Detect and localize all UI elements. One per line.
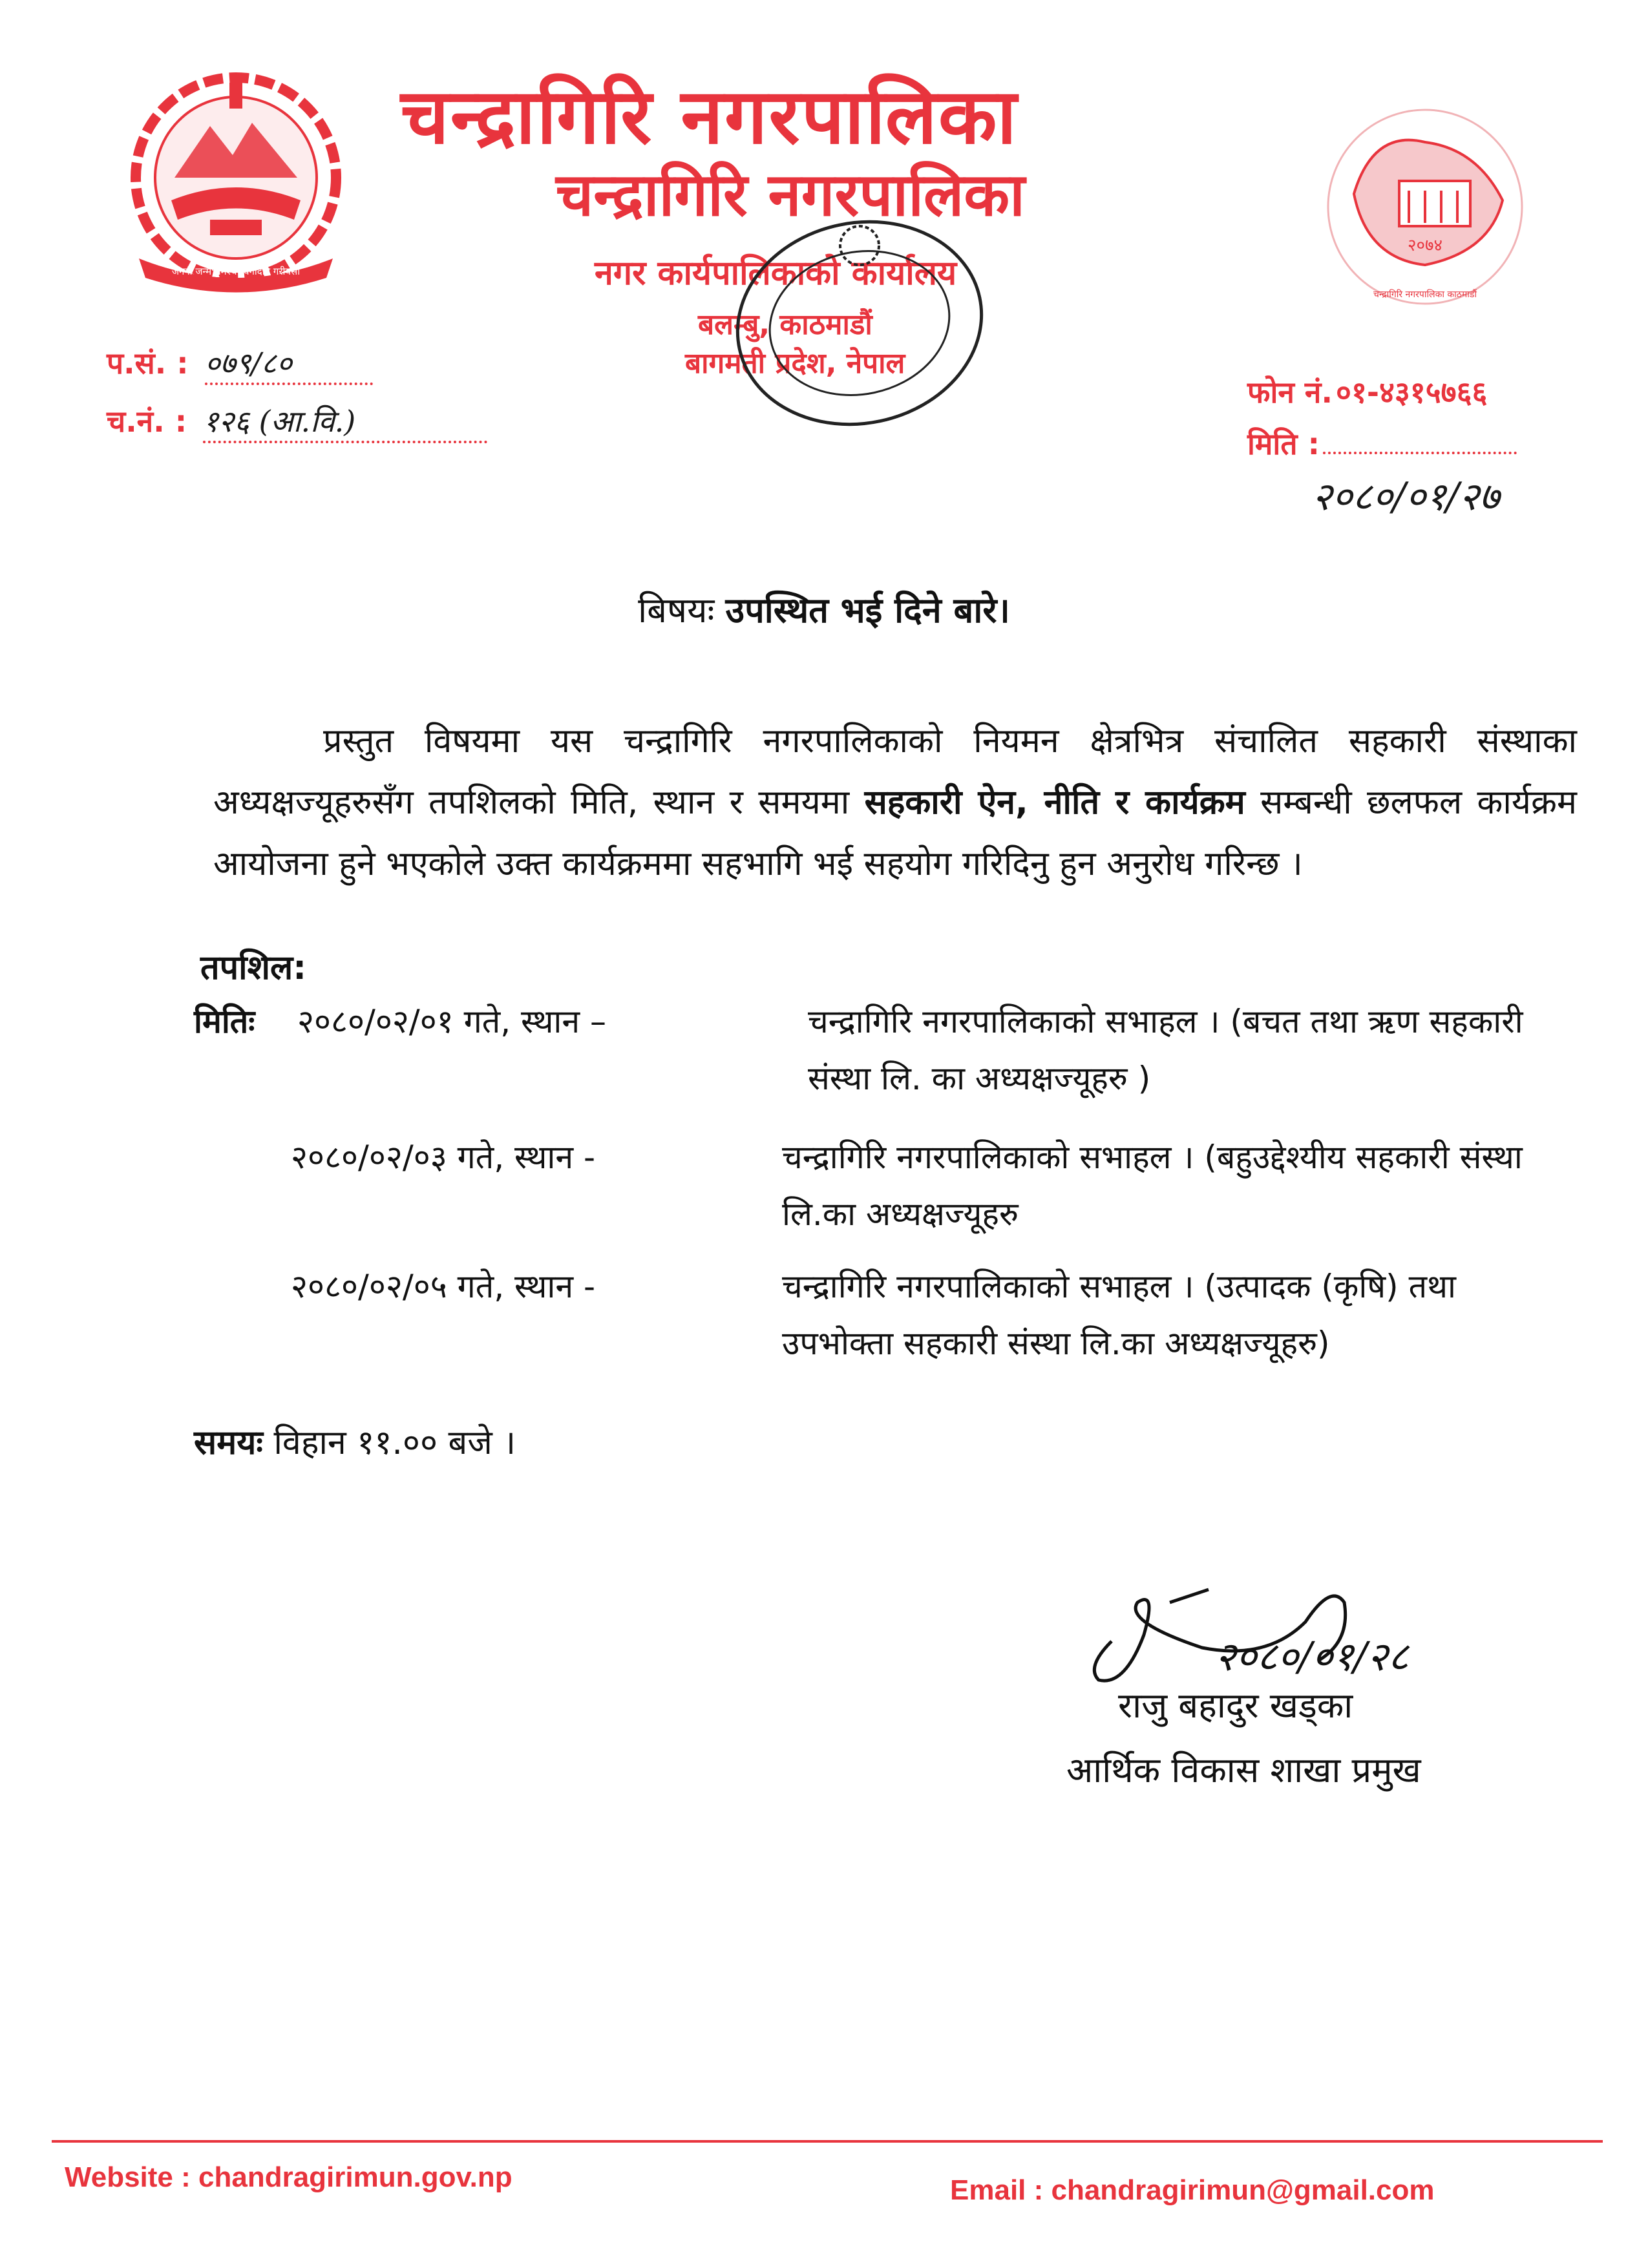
schedule-date: २०८०/०२/०५ गते, स्थान -: [291, 1268, 596, 1305]
signatory-name: राजु बहादुर खड्का: [1118, 1685, 1353, 1726]
time-value: विहान ११.०० बजे ।: [273, 1423, 516, 1462]
date-label: मिति :: [1247, 426, 1320, 461]
emblem-motto: जननी जन्मभूमिश्च स्वर्गादपि गरीयसी: [171, 266, 301, 277]
schedule-row: [291, 1263, 1583, 1431]
signature-date: २०८०/०१/२८: [1215, 1633, 1409, 1680]
date-value: २०८०/०१/२७: [1312, 474, 1500, 520]
body-part-2: सम्बन्धी छलफल कार्यक्रम आयोजना हुने भएकोले उक्त कार्यक्रममा सहभागि भई सहयोग गरिदिनु हुन अनुरोध गरिन्छ ।: [213, 783, 1577, 883]
schedule-date: २०८०/०२/०३ गते, स्थान -: [291, 1139, 596, 1176]
subject-line: [0, 585, 1648, 633]
schedule-row: [194, 998, 1583, 1128]
schedule-place: चन्द्रागिरि नगरपालिकाको सभाहल । (बहुउद्देश्यीय सहकारी संस्था लि.का अध्यक्षज्यूहरु: [782, 1139, 1523, 1233]
phone-label: फोन नं.: [1247, 375, 1333, 410]
nepal-emblem-logo: [113, 65, 359, 297]
body-bold: सहकारी ऐन, नीति र कार्यक्रम: [864, 783, 1245, 822]
schedule-title: तपशिल:: [200, 949, 307, 987]
schedule-date-label: मितिः: [194, 1003, 255, 1040]
address-line-1: बलम्बु, काठमाडौं: [698, 308, 872, 341]
body-part-1: प्रस्तुत विषयमा यस चन्द्रागिरि नगरपालिकाको नियमन क्षेत्रभित्र संचालित सहकारी संस्थाका अध्यक्षज्यूहरुसँग तपशिलको मिति, स्थान र समयमा: [213, 722, 1577, 822]
ps-value: ०७९/८०: [204, 346, 292, 381]
body-paragraph: [213, 711, 1577, 895]
phone-row: [1247, 372, 1487, 412]
logo-year: २०७४: [1407, 236, 1443, 255]
time-line: [194, 1418, 516, 1464]
municipality-title-secondary: चन्द्रागिरि नगरपालिका: [556, 160, 1025, 229]
schedule-place: चन्द्रागिरि नगरपालिकाको सभाहल । (उत्पादक (कृषि) तथा उपभोक्ता सहकारी संस्था लि.का अध्यक्षज्यूहरु): [782, 1268, 1456, 1362]
footer-email: Email : chandragirimun@gmail.com: [950, 2174, 1435, 2206]
cn-label: च.नं. :: [107, 404, 187, 439]
municipality-logo: [1315, 103, 1535, 310]
schedule-row: [291, 1134, 1583, 1263]
ps-row: [107, 342, 373, 385]
phone-value: ०१-४३१५७६६: [1336, 375, 1488, 410]
subject-text: उपस्थित भई दिने बारे।: [725, 590, 1010, 631]
ps-label: प.सं. :: [107, 346, 189, 381]
schedule-place: चन्द्रागिरि नगरपालिकाको सभाहल । (बचत तथा ऋण सहकारी संस्था लि. का अध्यक्षज्यूहरु ): [808, 1003, 1523, 1097]
logo-caption: चन्द्रागिरि नगरपालिका काठमाडौं: [1373, 289, 1477, 300]
schedule-date: २०८०/०२/०१ गते, स्थान –: [297, 1003, 607, 1040]
signatory-role: आर्थिक विकास शाखा प्रमुख: [1066, 1750, 1421, 1790]
subject-label: बिषयः: [638, 590, 715, 631]
time-label: समयः: [194, 1423, 263, 1462]
office-name: नगर कार्यपालिकाको कार्यालय: [595, 254, 957, 293]
cn-value: १२६ (आ.वि.): [203, 404, 356, 439]
date-row: [1247, 423, 1517, 463]
address-line-2: बागमती प्रदेश, नेपाल: [685, 347, 905, 380]
footer-divider: [52, 2140, 1603, 2143]
footer-website: Website : chandragirimun.gov.np: [65, 2161, 512, 2193]
municipality-title: चन्द्रागिरि नगरपालिका: [401, 72, 1019, 161]
office-stamp: [717, 207, 1002, 439]
cn-row: [107, 401, 487, 443]
